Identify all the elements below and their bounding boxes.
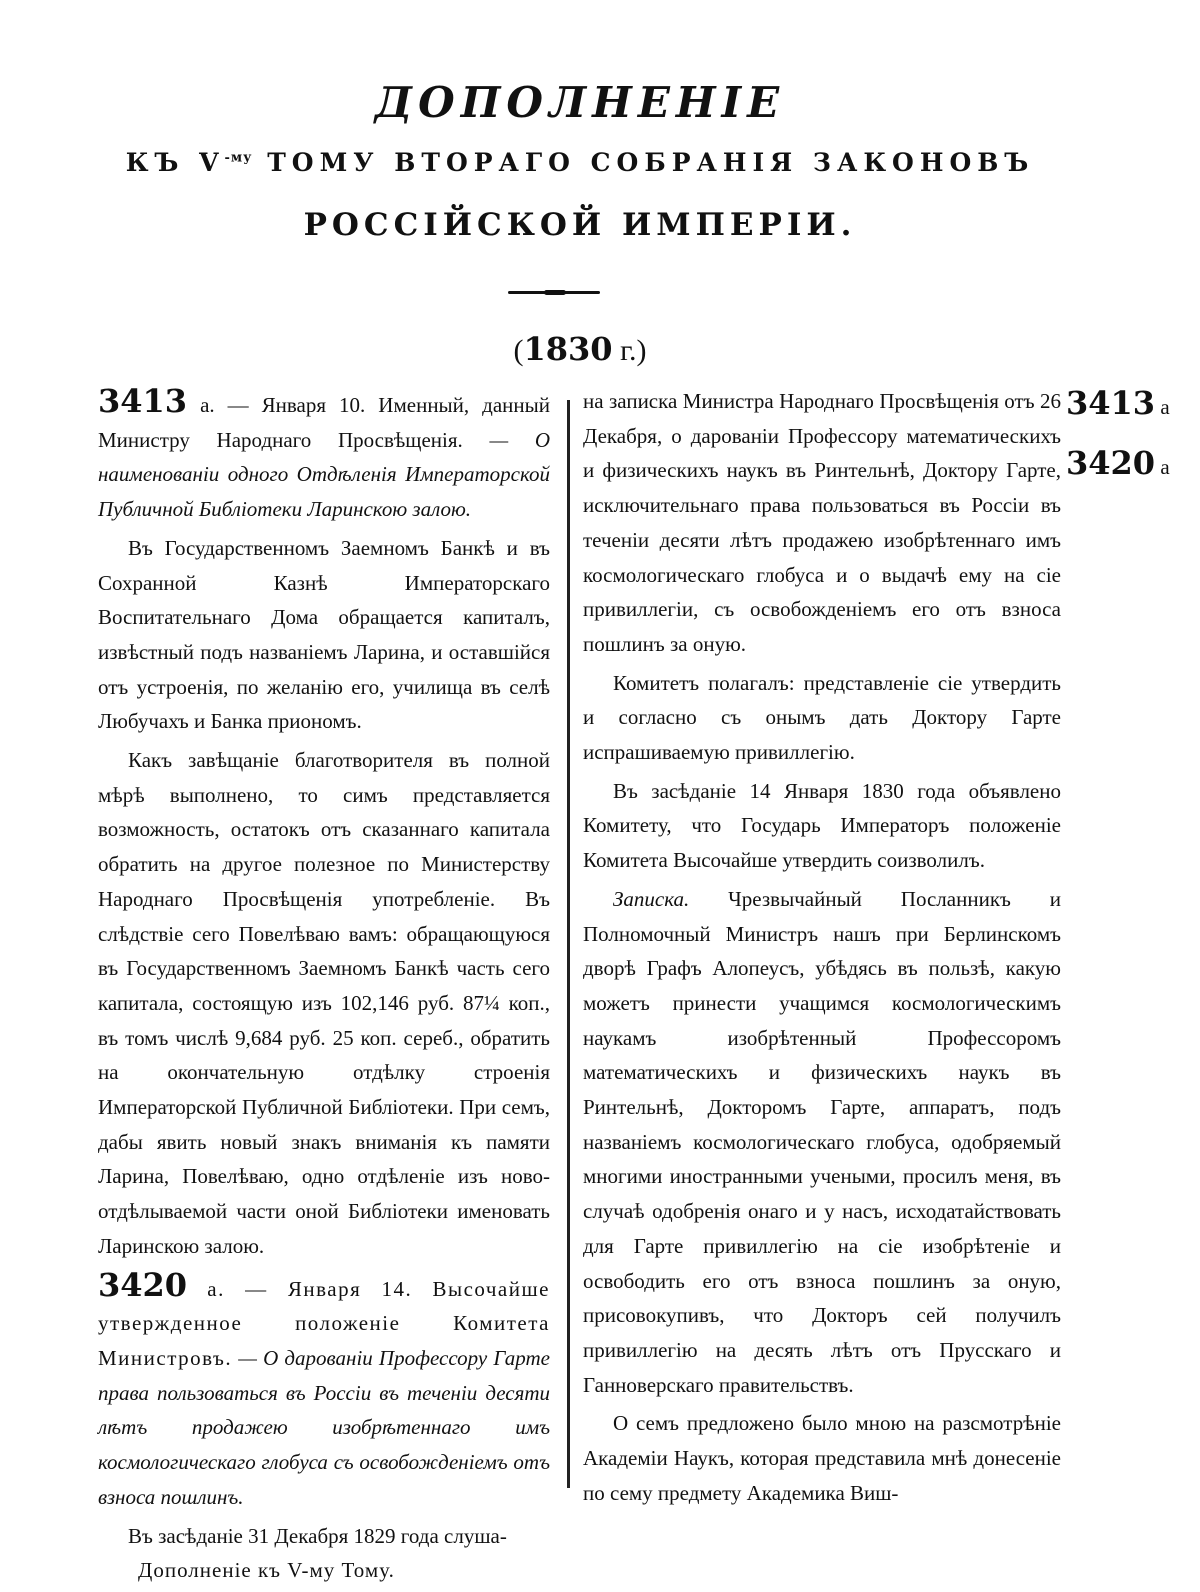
entry-head: а. — Января 14. Высочайше утвержденное положеніе Комитета Министровъ. — [98, 1276, 550, 1370]
margin-reference-3420 — [1066, 444, 1170, 482]
paragraph: на записка Министра Народнаго Просвѣщенія отъ 26 Декабря, о дарованіи Профессору математическихъ и физическихъ наукъ въ Ринтельнѣ, Доктору Гарте, исключительнаго права пользоваться въ Россіи въ теченіи десяти лѣтъ продажею изобрѣтеннаго имъ космологическаго глобуса и о выдачѣ ему на сіе привиллегіи, съ освобожденіемъ его отъ взноса пошлинъ за оную. — [583, 389, 1061, 656]
note-text: Чрезвычайный Посланникъ и Полномочный Министръ нашъ при Берлинскомъ дворѣ Графъ Алопеусъ, убѣдясь въ пользѣ, какую можетъ принести учащимся космологическимъ наукамъ изобрѣтенный Профессоромъ математическихъ и физическихъ наукъ въ Ринтельнѣ, Докторомъ Гарте, аппаратъ, подъ названіемъ космологическаго глобуса, одобряемый многими иностранными учеными, просилъ меня, въ случаѣ одобренія онаго и у насъ, исходатайствовать для Гарте привиллегію на сіе изобрѣтеніе и освободить его отъ взноса пошлинъ за оную, присовокупивъ, что Докторъ сей получилъ привиллегію на десять лѣтъ отъ Прусскаго и Ганноверскаго правительствъ. — [583, 886, 1061, 1397]
margin-suffix: а — [1155, 395, 1170, 419]
paragraph: Въ засѣданіе 14 Января 1830 года объявлено Комитету, что Государь Императоръ положеніе Комитета Высочайше утвердить соизволилъ. — [583, 778, 1061, 873]
paragraph: Въ Государственномъ Заемномъ Банкѣ и въ Сохранной Казнѣ Императорскаго Воспитательнаго Дома обращается капиталъ, извѣстный подъ названіемъ Ларина, и оставшійся отъ устроенія, по желанію его, училища въ селѣ Любучахъ и Банка приономъ. — [98, 535, 550, 734]
left-column — [98, 384, 550, 1588]
entry-number: 3413 — [98, 382, 188, 420]
entry-number: 3420 — [98, 1265, 188, 1304]
paragraph: Въ засѣданіе 31 Декабря 1829 года слуша- — [128, 1523, 507, 1548]
paragraph: О семъ предложено было мною на разсмотрѣніе Академіи Наукъ, которая представила мнѣ донесеніе по сему предмету Академика Виш- — [583, 1411, 1061, 1505]
year-heading — [0, 330, 1160, 368]
paragraph: Комитетъ полагалъ: представленіе сіе утвердить и согласно съ онымъ дать Доктору Гарте испрашиваемую привиллегію. — [583, 670, 1061, 765]
entry-3420-heading — [98, 1265, 550, 1515]
entry-head: а. — Января 10. Именный, данный Министру Народнаго Просвѣщенія. — [98, 393, 550, 452]
note-lead: Записка. — [613, 886, 690, 911]
column-divider — [567, 400, 570, 1488]
margin-number: 3420 — [1066, 444, 1156, 482]
year-suffix: г.) — [612, 334, 647, 367]
subtitle-rest: ТОМУ ВТОРАГО СОБРАНІЯ ЗАКОНОВЪ — [252, 148, 1035, 177]
right-column — [583, 384, 1061, 1511]
subtitle-superscript: -му — [224, 150, 253, 166]
subtitle-prefix: КЪ V — [125, 148, 225, 177]
entry-3413-heading — [98, 384, 550, 527]
year-number: 1830 — [523, 330, 613, 368]
subtitle-line-1 — [0, 148, 1160, 177]
entry-title: — О наименованіи одного Отдѣленія Императорской Публичной Библіотеки Ларинскою залою. — [98, 427, 550, 522]
page-footer: Дополненіе къ V-му Тому. — [138, 1558, 395, 1583]
year-open-paren: ( — [513, 334, 524, 367]
paragraph: Какъ завѣщаніе благотворителя въ полной мѣрѣ выполнено, то симъ представляется возможность, остатокъ отъ сказаннаго капитала обратить на другое полезное по Министерству Народнаго Просвѣщенія употребленіе. Въ слѣдствіе сего Повелѣваю вамъ: обращающуюся въ Государственномъ Заемномъ Банкѣ часть сего капитала, состоящую изъ 102,146 руб. 87¼ коп., въ томъ числѣ 9,684 руб. 25 коп. сереб., обратить на окончательную отдѣлку строенія Императорской Публичной Библіотеки. При семъ, дабы явить новый знакъ вниманія къ памяти Ларина, Повелѣваю, одно отдѣленіе изъ ново-отдѣлываемой части оной Библіотеки именовать Ларинскою залою. — [98, 748, 550, 1258]
margin-reference-3413 — [1066, 384, 1170, 422]
paragraph — [583, 882, 1061, 1403]
margin-number: 3413 — [1066, 384, 1156, 422]
page-title: ДОПОЛНЕНІЕ — [374, 78, 786, 127]
subtitle-line-2: РОССІЙСКОЙ ИМПЕРІИ. — [303, 207, 857, 243]
entry-title: — О дарованіи Профессору Гарте права пользоваться въ Россіи въ теченіи десяти лѣтъ продажею изобрѣтеннаго имъ космологическаго глобуса съ освобожденіемъ отъ взноса пошлинъ. — [98, 1345, 550, 1509]
margin-suffix: а — [1155, 455, 1170, 479]
decorative-rule — [508, 291, 600, 294]
